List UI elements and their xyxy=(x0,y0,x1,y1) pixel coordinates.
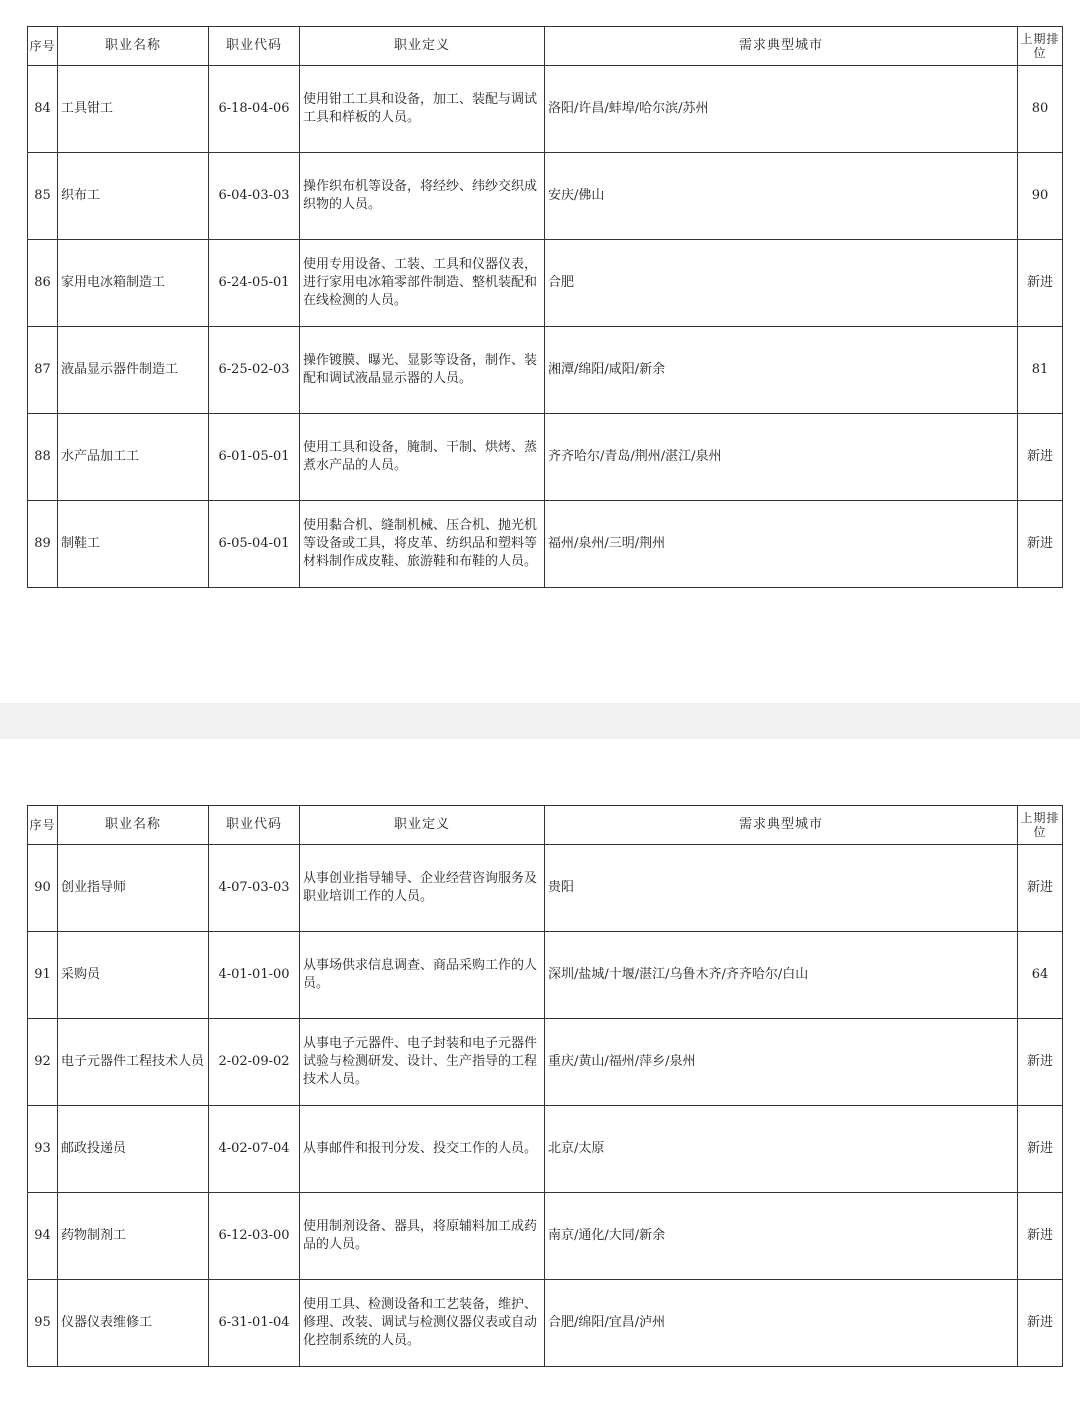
header-no: 序号 xyxy=(28,806,58,845)
table-row xyxy=(28,240,1063,327)
cell-no: 87 xyxy=(28,327,58,414)
cell-last-rank: 新进 xyxy=(1018,414,1063,501)
cell-no: 89 xyxy=(28,501,58,588)
cell-no: 92 xyxy=(28,1019,58,1106)
cell-cities: 福州/泉州/三明/荆州 xyxy=(545,501,1018,588)
cell-name: 药物制剂工 xyxy=(58,1193,209,1280)
header-definition: 职业定义 xyxy=(300,27,545,66)
header-cities: 需求典型城市 xyxy=(545,806,1018,845)
cell-code: 6-12-03-00 xyxy=(209,1193,300,1280)
header-last-rank: 上期排位 xyxy=(1018,27,1063,66)
cell-definition: 从事创业指导辅导、企业经营咨询服务及职业培训工作的人员。 xyxy=(300,845,545,932)
cell-code: 6-31-01-04 xyxy=(209,1280,300,1367)
cell-last-rank: 80 xyxy=(1018,66,1063,153)
cell-no: 91 xyxy=(28,932,58,1019)
cell-code: 6-01-05-01 xyxy=(209,414,300,501)
cell-definition: 使用工具、检测设备和工艺装备，维护、修理、改装、调试与检测仪器仪表或自动化控制系统的人员。 xyxy=(300,1280,545,1367)
cell-definition: 使用钳工工具和设备，加工、装配与调试工具和样板的人员。 xyxy=(300,66,545,153)
cell-cities: 安庆/佛山 xyxy=(545,153,1018,240)
page-divider xyxy=(0,703,1080,739)
cell-cities: 合肥/绵阳/宜昌/泸州 xyxy=(545,1280,1018,1367)
header-name: 职业名称 xyxy=(58,806,209,845)
cell-name: 采购员 xyxy=(58,932,209,1019)
cell-code: 4-01-01-00 xyxy=(209,932,300,1019)
cell-cities: 齐齐哈尔/青岛/荆州/湛江/泉州 xyxy=(545,414,1018,501)
cell-definition: 操作镀膜、曝光、显影等设备，制作、装配和调试液晶显示器的人员。 xyxy=(300,327,545,414)
cell-last-rank: 新进 xyxy=(1018,501,1063,588)
cell-definition: 使用工具和设备，腌制、干制、烘烤、蒸煮水产品的人员。 xyxy=(300,414,545,501)
table-header-row xyxy=(28,27,1063,66)
cell-last-rank: 90 xyxy=(1018,153,1063,240)
cell-no: 93 xyxy=(28,1106,58,1193)
cell-last-rank: 新进 xyxy=(1018,845,1063,932)
cell-code: 4-02-07-04 xyxy=(209,1106,300,1193)
cell-definition: 从事电子元器件、电子封装和电子元器件试验与检测研发、设计、生产指导的工程技术人员。 xyxy=(300,1019,545,1106)
cell-definition: 使用黏合机、缝制机械、压合机、抛光机等设备或工具，将皮革、纺织品和塑料等材料制作成皮鞋、旅游鞋和布鞋的人员。 xyxy=(300,501,545,588)
cell-definition: 从事场供求信息调查、商品采购工作的人员。 xyxy=(300,932,545,1019)
cell-no: 94 xyxy=(28,1193,58,1280)
cell-name: 液晶显示器件制造工 xyxy=(58,327,209,414)
cell-cities: 湘潭/绵阳/咸阳/新余 xyxy=(545,327,1018,414)
cell-cities: 贵阳 xyxy=(545,845,1018,932)
cell-last-rank: 新进 xyxy=(1018,240,1063,327)
cell-no: 95 xyxy=(28,1280,58,1367)
cell-name: 创业指导师 xyxy=(58,845,209,932)
cell-name: 制鞋工 xyxy=(58,501,209,588)
occupation-table-2 xyxy=(27,805,1063,1367)
cell-code: 4-07-03-03 xyxy=(209,845,300,932)
header-code: 职业代码 xyxy=(209,806,300,845)
cell-cities: 深圳/盐城/十堰/湛江/乌鲁木齐/齐齐哈尔/白山 xyxy=(545,932,1018,1019)
cell-last-rank: 新进 xyxy=(1018,1193,1063,1280)
table-row xyxy=(28,1193,1063,1280)
header-last-rank: 上期排位 xyxy=(1018,806,1063,845)
cell-cities: 合肥 xyxy=(545,240,1018,327)
cell-no: 90 xyxy=(28,845,58,932)
cell-last-rank: 64 xyxy=(1018,932,1063,1019)
header-no: 序号 xyxy=(28,27,58,66)
cell-name: 邮政投递员 xyxy=(58,1106,209,1193)
cell-cities: 南京/通化/大同/新余 xyxy=(545,1193,1018,1280)
table-row xyxy=(28,1019,1063,1106)
cell-code: 6-24-05-01 xyxy=(209,240,300,327)
header-cities: 需求典型城市 xyxy=(545,27,1018,66)
header-definition: 职业定义 xyxy=(300,806,545,845)
cell-name: 织布工 xyxy=(58,153,209,240)
cell-name: 仪器仪表维修工 xyxy=(58,1280,209,1367)
cell-code: 2-02-09-02 xyxy=(209,1019,300,1106)
cell-last-rank: 新进 xyxy=(1018,1280,1063,1367)
table-row xyxy=(28,327,1063,414)
cell-definition: 操作织布机等设备，将经纱、纬纱交织成织物的人员。 xyxy=(300,153,545,240)
table-row xyxy=(28,1106,1063,1193)
cell-code: 6-18-04-06 xyxy=(209,66,300,153)
header-name: 职业名称 xyxy=(58,27,209,66)
cell-no: 86 xyxy=(28,240,58,327)
cell-definition: 使用专用设备、工装、工具和仪器仪表，进行家用电冰箱零部件制造、整机装配和在线检测的人员。 xyxy=(300,240,545,327)
table-row xyxy=(28,153,1063,240)
table-row xyxy=(28,845,1063,932)
cell-code: 6-04-03-03 xyxy=(209,153,300,240)
cell-code: 6-05-04-01 xyxy=(209,501,300,588)
table-row xyxy=(28,66,1063,153)
occupation-table-1 xyxy=(27,26,1063,588)
cell-cities: 洛阳/许昌/蚌埠/哈尔滨/苏州 xyxy=(545,66,1018,153)
cell-name: 水产品加工工 xyxy=(58,414,209,501)
table-row xyxy=(28,932,1063,1019)
cell-no: 88 xyxy=(28,414,58,501)
cell-code: 6-25-02-03 xyxy=(209,327,300,414)
header-code: 职业代码 xyxy=(209,27,300,66)
cell-definition: 使用制剂设备、器具，将原辅料加工成药品的人员。 xyxy=(300,1193,545,1280)
cell-name: 家用电冰箱制造工 xyxy=(58,240,209,327)
cell-name: 工具钳工 xyxy=(58,66,209,153)
table-row xyxy=(28,1280,1063,1367)
cell-cities: 北京/太原 xyxy=(545,1106,1018,1193)
cell-no: 85 xyxy=(28,153,58,240)
table-header-row xyxy=(28,806,1063,845)
cell-cities: 重庆/黄山/福州/萍乡/泉州 xyxy=(545,1019,1018,1106)
cell-definition: 从事邮件和报刊分发、投交工作的人员。 xyxy=(300,1106,545,1193)
cell-last-rank: 新进 xyxy=(1018,1106,1063,1193)
cell-no: 84 xyxy=(28,66,58,153)
cell-name: 电子元器件工程技术人员 xyxy=(58,1019,209,1106)
table-row xyxy=(28,501,1063,588)
table-row xyxy=(28,414,1063,501)
cell-last-rank: 81 xyxy=(1018,327,1063,414)
cell-last-rank: 新进 xyxy=(1018,1019,1063,1106)
